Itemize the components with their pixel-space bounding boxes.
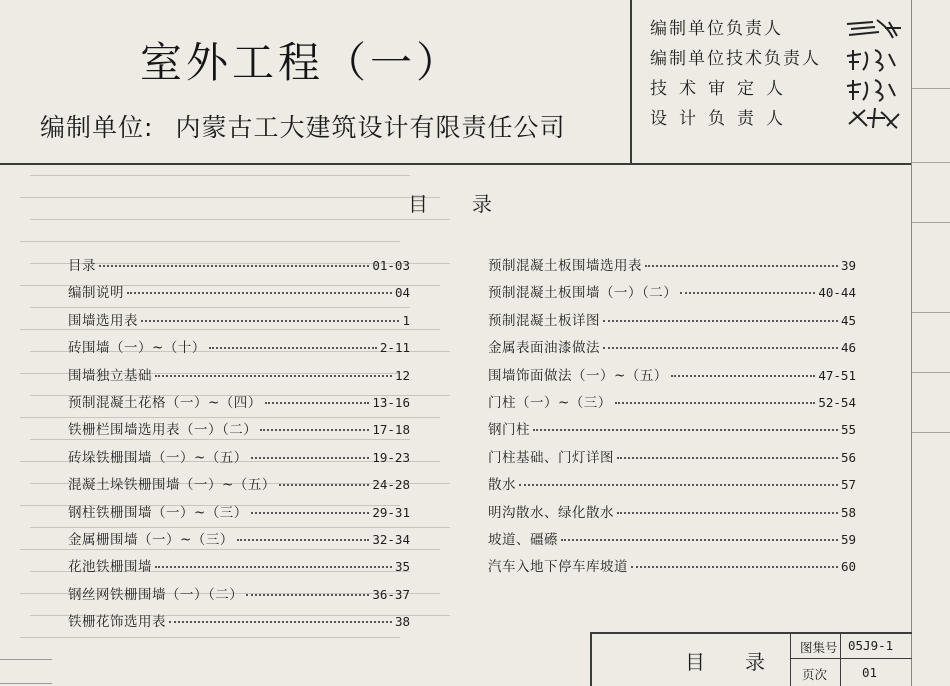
toc-item-page: 39 [840,258,856,273]
toc-item-title: 砖垛铁栅围墙（一）~（五） [68,449,248,466]
toc-item-title: 钢柱铁栅围墙（一）~（三） [68,504,248,521]
toc-item [68,501,410,523]
toc-leader-dots [155,375,392,377]
toc-item [488,364,856,386]
toc-item-title: 金属表面油漆做法 [488,340,600,357]
toc-leader-dots [671,375,816,377]
ghost-line [20,197,440,198]
toc-leader-dots [561,539,838,541]
toc-item-title: 预制混凝土花格（一）~（四） [68,395,262,411]
toc-item-page: 40-44 [818,285,856,301]
toc-item-title: 预制混凝土板详图 [488,312,600,329]
toc-item-page: 45 [840,312,856,328]
toc-item-title: 散水 [488,477,516,494]
toc-item [68,528,410,550]
toc-item-page: 47-51 [818,367,856,383]
toc-item-page: 38 [394,614,410,630]
atlas-label: 图集号 [800,640,838,655]
toc-item-page: 35 [394,559,410,575]
toc-item-page: 24-28 [372,477,410,493]
toc-item [488,418,856,440]
toc-item-title: 汽车入地下停车库坡道 [488,559,628,576]
toc-leader-dots [645,265,838,267]
toc-item-page: 1 [402,312,410,328]
toc-item-page: 58 [840,504,856,520]
toc-leader-dots [265,402,370,404]
toc-item-title: 明沟散水、绿化散水 [488,504,614,521]
resp-row: 编制单位负责人 [650,19,783,39]
page-value: 01 [862,665,878,680]
toc-item-title: 门柱（一）~（三） [488,395,612,411]
toc-heading: 目录 [408,192,536,216]
toc-item-title: 门柱基础、门灯详图 [488,449,614,466]
toc-item [68,418,410,440]
toc-item-title: 围墙选用表 [68,312,138,329]
toc-item [68,336,410,358]
toc-item-page: 46 [840,340,856,356]
toc-item [488,254,856,276]
toc-item-title: 金属栅围墙（一）~（三） [68,532,234,548]
toc-item-title: 钢丝网铁栅围墙（一）（二） [68,586,244,603]
toc-leader-dots [251,457,370,459]
resp-row: 编制单位技术负责人 [650,49,821,69]
toc-item-page: 32-34 [372,532,410,547]
toc-item [488,555,856,577]
org-row [40,108,565,144]
org-name: 内蒙古工大建筑设计有限责任公司 [175,113,566,142]
toc-item-page: 55 [840,422,856,438]
signature-1 [845,16,905,42]
toc-leader-dots [251,512,370,514]
toc-leader-dots [519,484,838,486]
toc-item-page: 2-11 [379,340,410,356]
toc-leader-dots [237,539,370,541]
toc-leader-dots [603,320,838,322]
title-block-name: 目录 [685,650,805,674]
toc-item-title: 混凝土垛铁栅围墙（一）~（五） [68,477,276,494]
toc-leader-dots [99,265,369,267]
toc-leader-dots [169,621,392,623]
toc-leader-dots [260,429,369,431]
toc-item [488,391,856,413]
toc-item [488,309,856,331]
stamp-cells [0,636,52,686]
toc-item [488,281,856,303]
toc-leader-dots [615,402,816,404]
org-label: 编制单位: [40,113,154,142]
toc-leader-dots [279,484,370,486]
toc-item [68,473,410,495]
toc-item-page: 17-18 [372,422,410,438]
toc-item [68,254,410,276]
toc-leader-dots [155,566,392,568]
ghost-line [30,175,410,176]
toc-item-page: 56 [840,449,856,465]
toc-item [68,583,410,605]
toc-leader-dots [617,457,838,459]
toc-leader-dots [680,292,815,294]
toc-leader-dots [617,512,838,514]
resp-row: 设计负责人 [650,109,795,129]
toc-item-page: 36-37 [372,586,410,602]
toc-item [68,364,410,386]
toc-leader-dots [127,292,392,294]
toc-item-page: 59 [840,532,856,547]
toc-leader-dots [631,566,838,568]
ghost-line [30,219,450,220]
toc-item-page: 01-03 [372,258,410,273]
strip-rule [911,0,912,686]
signature-3 [845,76,905,102]
toc-item-title: 预制混凝土板围墙（一）（二） [488,285,678,302]
ghost-line [20,637,400,638]
toc-item-title: 编制说明 [68,285,124,302]
toc-item [68,391,410,413]
toc-item-page: 12 [394,367,410,383]
toc-item-page: 04 [394,285,410,301]
toc-item-page: 52-54 [818,395,856,410]
toc-item-title: 目录 [68,258,96,274]
toc-leader-dots [603,347,838,349]
toc-item [68,309,410,331]
toc-item [488,528,856,550]
toc-item-title: 铁栅花饰选用表 [68,614,166,631]
toc-item-page: 19-23 [372,449,410,465]
toc-item-page: 60 [840,559,856,575]
toc-item-title: 预制混凝土板围墙选用表 [488,258,642,274]
page-title: 室外工程（一） [140,38,463,87]
toc-item [68,281,410,303]
toc-item-title: 围墙独立基础 [68,367,152,384]
toc-leader-dots [209,347,377,349]
toc-item-title: 围墙饰面做法（一）~（五） [488,367,668,384]
toc-leader-dots [533,429,838,431]
ghost-line [20,241,400,242]
toc-item-page: 13-16 [372,395,410,410]
toc-leader-dots [246,594,369,596]
toc-item [488,501,856,523]
toc-item-title: 坡道、礓礤 [488,532,558,548]
responsibility-list [650,14,820,134]
toc-item-title: 花池铁栅围墙 [68,559,152,576]
toc-item [68,446,410,468]
header-divider [630,0,632,164]
toc-item-page: 29-31 [372,504,410,520]
toc-item-title: 铁栅栏围墙选用表（一）（二） [68,422,258,439]
toc-item [488,473,856,495]
header-bottom-rule [0,163,912,165]
binding-strip [912,0,950,686]
toc-leader-dots [141,320,399,322]
signature-4 [845,104,905,130]
signature-2 [845,46,905,72]
toc-item [488,446,856,468]
toc-item-title: 钢门柱 [488,422,530,439]
title-block [590,632,912,686]
resp-row: 技术审定人 [650,79,795,99]
toc-item [68,555,410,577]
toc-item-title: 砖围墙（一）~（十） [68,340,206,357]
toc-item-page: 57 [840,477,856,493]
page-label: 页次 [802,667,828,682]
toc-item [488,336,856,358]
atlas-value: 05J9-1 [848,638,894,653]
toc-item [68,610,410,632]
